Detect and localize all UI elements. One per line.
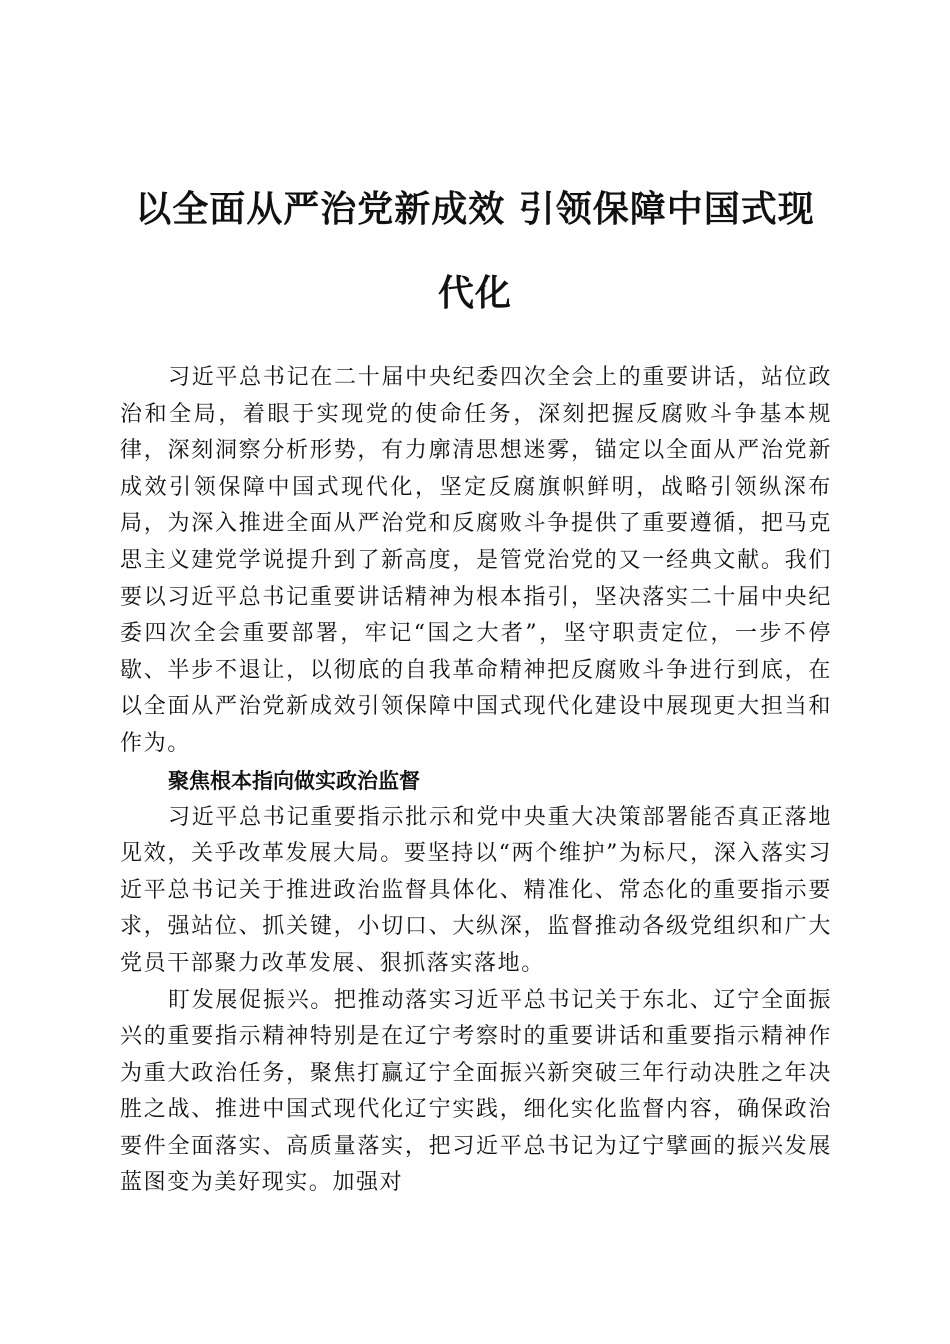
section-heading: 聚焦根本指向做实政治监督 <box>168 768 420 793</box>
document-body <box>120 360 832 1202</box>
intro-paragraph: 习近平总书记在二十届中央纪委四次全会上的重要讲话，站位政治和全局，着眼于实现党的使命任务，深刻把握反腐败斗争基本规律，深刻洞察分析形势，有力廓清思想迷雾，锚定以全面从严治党新成效引领保障中国式现代化，坚定反腐旗帜鲜明，战略引领纵深布局，为深入推进全面从严治党和反腐败斗争提供了重要遵循，把马克思主义建党学说提升到了新高度，是管党治党的又一经典文献。我们要以习近平总书记重要讲话精神为根本指引，坚决落实二十届中央纪委四次全会重要部署，牢记“国之大者”，坚守职责定位，一步不停歇、半步不退让，以彻底的自我革命精神把反腐败斗争进行到底，在以全面从严治党新成效引领保障中国式现代化建设中展现更大担当和作为。 <box>120 365 832 756</box>
section-paragraph: 习近平总书记重要指示批示和党中央重大决策部署能否真正落地见效，关乎改革发展大局。要坚持以“两个维护”为标尺，深入落实习近平总书记关于推进政治监督具体化、精准化、常态化的重要指示要求，强站位、抓关键，小切口、大纵深，监督推动各级党组织和广大党员干部聚力改革发展、狠抓落实落地。 <box>120 804 832 976</box>
document-title: 以全面从严治党新成效 引领保障中国式现代化 <box>135 189 815 314</box>
section-paragraph: 盯发展促振兴。把推动落实习近平总书记关于东北、辽宁全面振兴的重要指示精神特别是在辽宁考察时的重要讲话和重要指示精神作为重大政治任务，聚焦打赢辽宁全面振兴新突破三年行动决胜之年决胜之战、推进中国式现代化辽宁实践，细化实化监督内容，确保政治要件全面落实、高质量落实，把习近平总书记为辽宁擘画的振兴发展蓝图变为美好现实。加强对 <box>120 987 832 1196</box>
